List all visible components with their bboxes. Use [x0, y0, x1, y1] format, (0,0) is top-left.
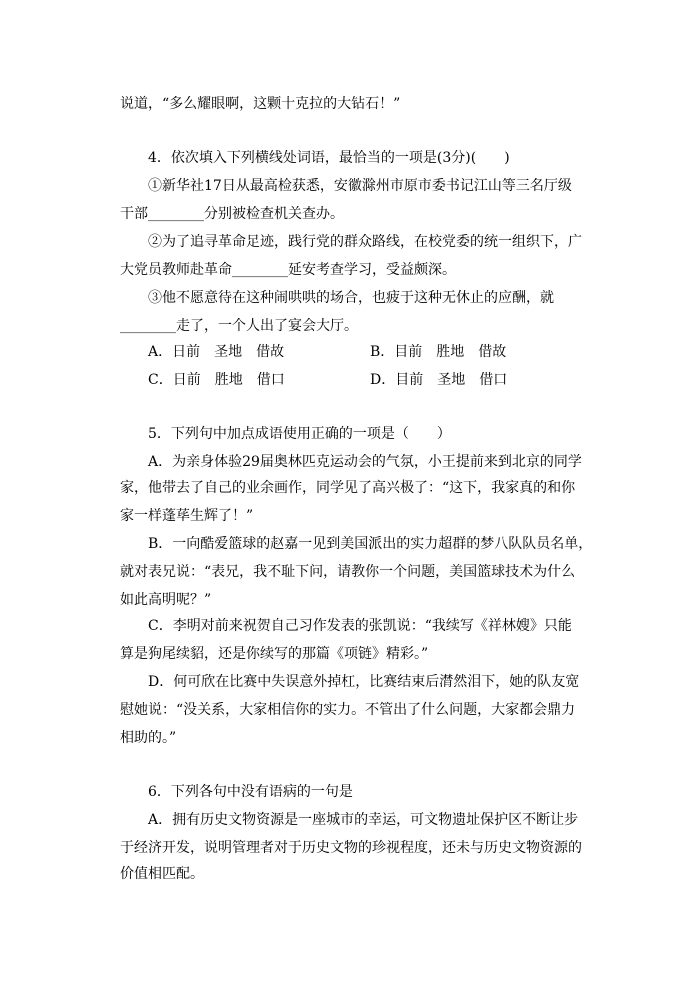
q4-sentence1-line2: 干部________分别被检查机关查办。 — [120, 206, 344, 222]
q5-b-line3: 如此高明呢？” — [120, 592, 212, 608]
q5-a-line3: 家一样蓬荜生辉了！” — [120, 508, 254, 524]
q5-c-line1: C．李明对前来祝贺自己习作发表的张凯说：“我续写《祥林嫂》只能 — [148, 618, 572, 634]
q6-a-line3: 价值相匹配。 — [120, 866, 204, 882]
q4-sentence1-line1: ①新华社17日从最高检获悉，安徽滁州市原市委书记江山等三名厅级 — [148, 178, 572, 194]
q5-d-line2: 慰她说：“没关系，大家相信你的实力。不管出了什么问题，大家都会鼎力 — [120, 702, 576, 718]
q6-a-line2: 于经济开发，说明管理者对于历史文物的珍视程度，还未与历史文物资源的 — [120, 840, 582, 856]
q4-option-b: B．目前 胜地 借故 — [370, 344, 507, 360]
intro-line: 说道，“多么耀眼啊，这颗十克拉的大钻石！” — [120, 96, 401, 112]
q5-d-line1: D．何可欣在比赛中失误意外掉杠，比赛结束后潸然泪下，她的队友宽 — [148, 674, 580, 690]
q5-b-line2: 就对表兄说：“表兄，我不耻下问，请教你一个问题，美国篮球技术为什么 — [120, 564, 576, 580]
q5-d-line3: 相助的。” — [120, 730, 177, 746]
q4-option-c: C．日前 胜地 借口 — [148, 372, 285, 388]
q5-c-line2: 算是狗尾续貂，还是你续写的那篇《项链》精彩。” — [120, 646, 429, 662]
q4-sentence2-line1: ②为了追寻革命足迹，践行党的群众路线，在校党委的统一组织下，广 — [148, 234, 582, 250]
q6-a-line1: A．拥有历史文物资源是一座城市的幸运，可文物遗址保护区不断让步 — [148, 812, 579, 828]
q4-sentence3-line1: ③他不愿意待在这种闹哄哄的场合，也疲于这种无休止的应酬，就 — [148, 290, 554, 306]
q4-sentence2-line2: 大党员教师赴革命________延安考查学习，受益颇深。 — [120, 262, 456, 278]
q5-title: 5．下列句中加点成语使用正确的一项是（ ） — [148, 426, 451, 442]
q5-a-line1: A．为亲身体验29届奥林匹克运动会的气氛，小王提前来到北京的同学 — [148, 454, 582, 470]
q4-option-d: D．目前 圣地 借口 — [370, 372, 508, 388]
q5-a-line2: 家，他带去了自己的业余画作，同学见了高兴极了：“这下，我家真的和你 — [120, 480, 576, 496]
q4-title: 4．依次填入下列横线处词语，最恰当的一项是(3分)( ) — [148, 150, 510, 166]
q5-b-line1: B．一向酷爱篮球的赵嘉一见到美国派出的实力超群的梦八队队员名单， — [148, 536, 593, 552]
q6-title: 6．下列各句中没有语病的一句是 — [148, 784, 353, 800]
q4-option-a: A．日前 圣地 借故 — [148, 344, 285, 360]
q4-sentence3-line2: ________走了，一个人出了宴会大厅。 — [120, 318, 358, 334]
